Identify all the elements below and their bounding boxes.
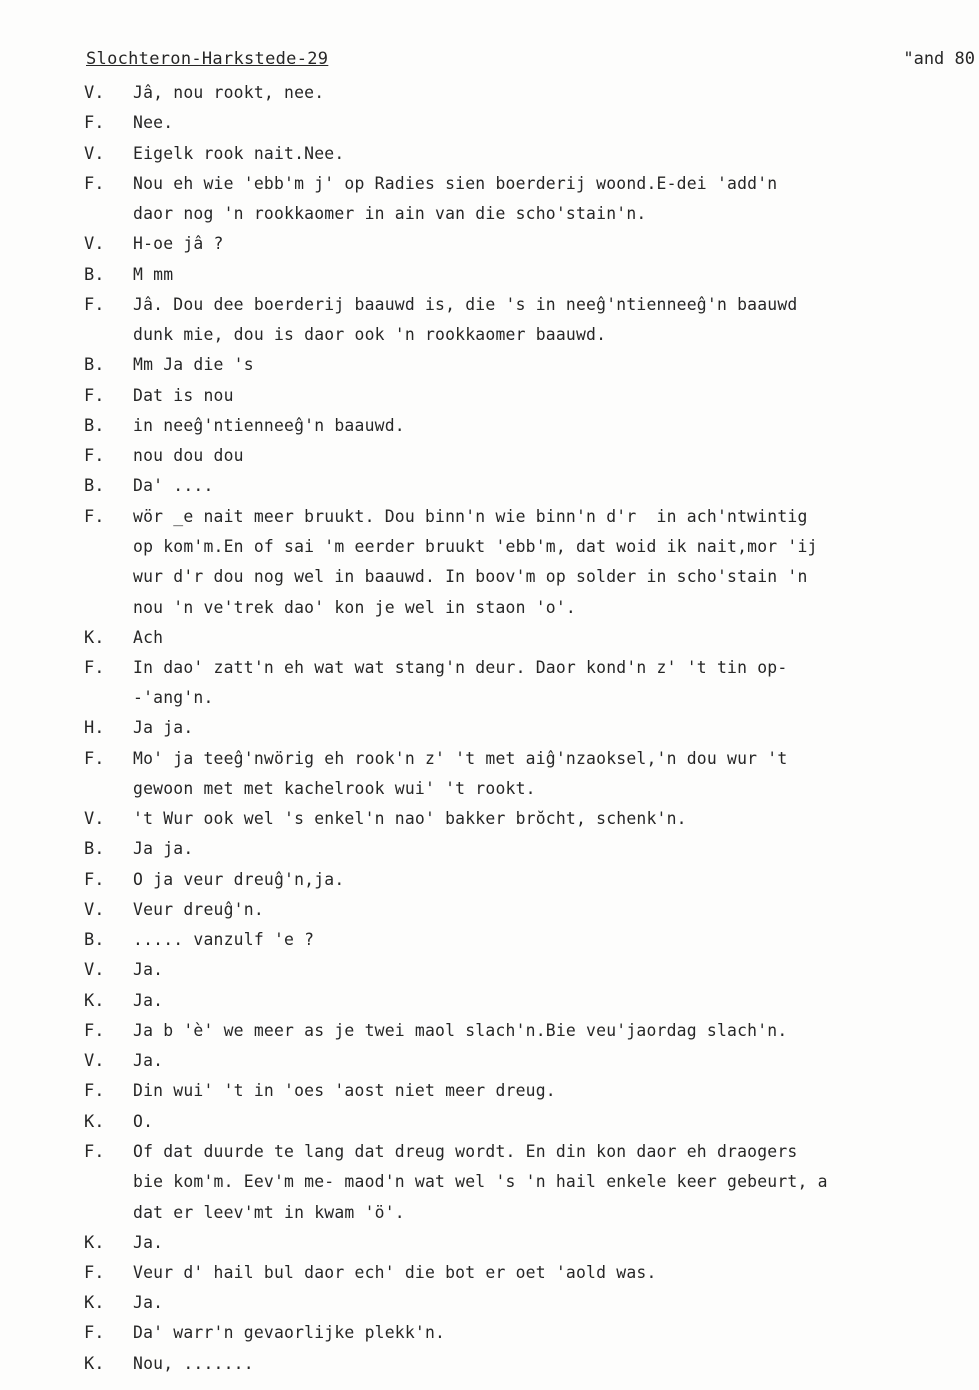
utterance-line: -'ang'n. bbox=[133, 688, 214, 708]
transcript-turn bbox=[0, 653, 979, 714]
utterance-line: Ja. bbox=[133, 1232, 164, 1252]
speaker-label: F. bbox=[84, 1081, 105, 1102]
utterance-text bbox=[133, 260, 979, 290]
utterance-line: Ja b 'è' we meer as je twei maol slach'n.Bie veu'jaordag slach'n. bbox=[133, 1020, 788, 1040]
transcript-turn bbox=[0, 229, 979, 259]
utterance-text bbox=[133, 865, 979, 895]
utterance-text bbox=[133, 744, 979, 805]
utterance-text bbox=[133, 986, 979, 1016]
utterance-text bbox=[133, 1258, 979, 1288]
speaker-label: B. bbox=[84, 476, 105, 497]
utterance-line: Nee. bbox=[133, 113, 174, 133]
utterance-line: Jâ. Dou dee boerderij baauwd is, die 's in neeĝ'ntienneeĝ'n baauwd bbox=[133, 294, 798, 314]
speaker-label: K. bbox=[84, 1293, 105, 1313]
speaker-label: F. bbox=[84, 294, 105, 315]
speaker-label: F. bbox=[84, 1323, 105, 1344]
speaker-label: F. bbox=[84, 657, 105, 678]
page-reference: "and 80 bbox=[903, 49, 975, 69]
speaker-label: F. bbox=[84, 506, 105, 527]
utterance-line: Jâ, nou rookt, nee. bbox=[133, 83, 325, 102]
utterance-text bbox=[133, 108, 979, 138]
utterance-line: Ja ja. bbox=[133, 839, 194, 859]
utterance-line: Ja ja. bbox=[133, 718, 194, 738]
utterance-line: Ja. bbox=[133, 1051, 164, 1070]
utterance-line: gewoon met met kachelrook wui' 't rookt. bbox=[133, 778, 536, 798]
utterance-line: Da' warr'n gevaorlijke plekk'n. bbox=[133, 1323, 446, 1343]
transcript-turn bbox=[0, 169, 979, 230]
utterance-line: Mo' ja teeĝ'nwörig eh rook'n z' 't met aiĝ'nzaoksel,'n dou wur 't bbox=[133, 748, 788, 768]
transcript-turn bbox=[0, 441, 979, 471]
speaker-label: F. bbox=[84, 1262, 105, 1283]
document-title: Slochteron-Harkstede-29 bbox=[86, 49, 329, 69]
utterance-text bbox=[133, 1349, 979, 1379]
utterance-line: Of dat duurde te lang dat dreug wordt. En din kon daor eh draogers bbox=[133, 1141, 798, 1161]
transcript-turn bbox=[0, 471, 979, 501]
utterance-text bbox=[133, 229, 979, 259]
speaker-label: F. bbox=[84, 113, 105, 134]
transcript-turn bbox=[0, 411, 979, 441]
transcript-turn bbox=[0, 623, 979, 653]
transcript-turn bbox=[0, 744, 979, 805]
utterance-text bbox=[133, 139, 979, 169]
speaker-label: F. bbox=[84, 748, 105, 769]
utterance-line: Mm Ja die 's bbox=[133, 355, 254, 375]
transcript-turn bbox=[0, 1288, 979, 1318]
transcript-turn bbox=[0, 381, 979, 411]
transcript-turn bbox=[0, 713, 979, 743]
utterance-line: op kom'm.En of sai 'm eerder bruukt 'ebb'm, dat woid ik nait,mor 'ij bbox=[133, 536, 818, 556]
speaker-label: H. bbox=[84, 718, 105, 739]
utterance-line: nou 'n ve'trek dao' kon je wel in staon 'o'. bbox=[133, 597, 576, 617]
utterance-line: nou dou dou bbox=[133, 446, 244, 465]
utterance-line: wör _e nait meer bruukt. Dou binn'n wie binn'n d'r in ach'ntwintig bbox=[133, 506, 808, 526]
utterance-text bbox=[133, 381, 979, 411]
speaker-label: V. bbox=[84, 83, 105, 103]
speaker-label: V. bbox=[84, 234, 105, 255]
utterance-text bbox=[133, 925, 979, 955]
utterance-line: H-oe jâ ? bbox=[133, 234, 224, 254]
utterance-line: Eigelk rook nait.Nee. bbox=[133, 143, 345, 163]
transcript-turn bbox=[0, 1137, 979, 1228]
utterance-text bbox=[133, 1288, 979, 1318]
transcript-turn bbox=[0, 290, 979, 351]
transcript-turn bbox=[0, 502, 979, 623]
speaker-label: B. bbox=[84, 264, 105, 285]
utterance-line: Dat is nou bbox=[133, 385, 234, 405]
utterance-text bbox=[133, 1228, 979, 1258]
utterance-text bbox=[133, 955, 979, 985]
transcript-turn bbox=[0, 955, 979, 985]
transcript-turn bbox=[0, 1107, 979, 1137]
utterance-line: Da' .... bbox=[133, 476, 214, 496]
speaker-label: V. bbox=[84, 899, 105, 920]
transcript-turn bbox=[0, 804, 979, 834]
speaker-label: B. bbox=[84, 930, 105, 950]
utterance-line: Nou eh wie 'ebb'm j' op Radies sien boerderij woond.E-dei 'add'n bbox=[133, 173, 778, 193]
utterance-text bbox=[133, 78, 979, 108]
utterance-line: O. bbox=[133, 1111, 154, 1131]
transcript-turn bbox=[0, 1258, 979, 1288]
utterance-line: 't Wur ook wel 's enkel'n nao' bakker brŏcht, schenk'n. bbox=[133, 809, 687, 828]
utterance-line: wur d'r dou nog wel in baauwd. In boov'm op solder in scho'stain 'n bbox=[133, 567, 808, 587]
transcript-turn bbox=[0, 1016, 979, 1046]
transcript-turn bbox=[0, 1318, 979, 1348]
utterance-line: In dao' zatt'n eh wat wat stang'n deur. Daor kond'n z' 't tin op- bbox=[133, 657, 788, 677]
utterance-line: Nou, ....... bbox=[133, 1353, 254, 1373]
speaker-label: V. bbox=[84, 143, 105, 164]
speaker-label: F. bbox=[84, 1141, 105, 1162]
transcript-turn bbox=[0, 865, 979, 895]
utterance-line: bie kom'm. Eev'm me- maod'n wat wel 's 'n hail enkele keer gebeurt, a bbox=[133, 1172, 828, 1192]
utterance-line: dat er leev'mt in kwam 'ö'. bbox=[133, 1202, 405, 1222]
speaker-label: K. bbox=[84, 1353, 105, 1374]
utterance-text bbox=[133, 653, 979, 714]
utterance-text bbox=[133, 1318, 979, 1348]
utterance-text bbox=[133, 350, 979, 380]
utterance-line: Veur dreuĝ'n. bbox=[133, 899, 264, 919]
utterance-text bbox=[133, 1016, 979, 1046]
speaker-label: V. bbox=[84, 960, 105, 981]
utterance-text bbox=[133, 290, 979, 351]
utterance-line: Ja. bbox=[133, 990, 164, 1010]
transcript-turn bbox=[0, 108, 979, 138]
utterance-text bbox=[133, 834, 979, 864]
transcript-turn bbox=[0, 925, 979, 955]
utterance-text bbox=[133, 1046, 979, 1076]
utterance-line: Veur d' hail bul daor ech' die bot er oet 'aold was. bbox=[133, 1262, 657, 1282]
transcript-turn bbox=[0, 986, 979, 1016]
speaker-label: V. bbox=[84, 809, 105, 829]
transcript-turn bbox=[0, 1046, 979, 1076]
utterance-text bbox=[133, 713, 979, 743]
utterance-line: Ach bbox=[133, 627, 164, 647]
utterance-text bbox=[133, 169, 979, 230]
transcript-turn bbox=[0, 260, 979, 290]
utterance-line: O ja veur dreuĝ'n,ja. bbox=[133, 869, 345, 889]
utterance-line: ..... vanzulf 'e ? bbox=[133, 930, 315, 949]
utterance-line: daor nog 'n rookkaomer in ain van die scho'stain'n. bbox=[133, 204, 647, 224]
transcript-turn bbox=[0, 78, 979, 108]
utterance-text bbox=[133, 411, 979, 441]
utterance-text bbox=[133, 1076, 979, 1106]
utterance-line: dunk mie, dou is daor ook 'n rookkaomer baauwd. bbox=[133, 325, 607, 345]
transcript-turn bbox=[0, 1228, 979, 1258]
utterance-text bbox=[133, 502, 979, 624]
speaker-label: F. bbox=[84, 869, 105, 890]
speaker-label: B. bbox=[84, 839, 105, 860]
speaker-label: V. bbox=[84, 1051, 105, 1071]
utterance-text bbox=[133, 623, 979, 653]
speaker-label: K. bbox=[84, 627, 105, 648]
speaker-label: K. bbox=[84, 1232, 105, 1253]
speaker-label: F. bbox=[84, 385, 105, 406]
utterance-line: in neeĝ'ntienneeĝ'n baauwd. bbox=[133, 415, 405, 435]
utterance-line: M mm bbox=[133, 264, 174, 284]
transcript-turn bbox=[0, 139, 979, 169]
transcript-turn bbox=[0, 350, 979, 380]
speaker-label: F. bbox=[84, 446, 105, 466]
utterance-line: Din wui' 't in 'oes 'aost niet meer dreug. bbox=[133, 1081, 556, 1101]
speaker-label: B. bbox=[84, 415, 105, 436]
transcript-turn bbox=[0, 895, 979, 925]
utterance-text bbox=[133, 1107, 979, 1137]
speaker-label: K. bbox=[84, 990, 105, 1011]
utterance-text bbox=[133, 441, 979, 471]
utterance-line: Ja. bbox=[133, 960, 164, 980]
utterance-line: Ja. bbox=[133, 1293, 164, 1312]
speaker-label: K. bbox=[84, 1111, 105, 1132]
speaker-label: B. bbox=[84, 355, 105, 376]
transcript-turn bbox=[0, 1349, 979, 1379]
transcript-turn bbox=[0, 834, 979, 864]
utterance-text bbox=[133, 895, 979, 925]
utterance-text bbox=[133, 804, 979, 834]
utterance-text bbox=[133, 471, 979, 501]
speaker-label: F. bbox=[84, 173, 105, 194]
transcript-turn bbox=[0, 1076, 979, 1106]
speaker-label: F. bbox=[84, 1020, 105, 1041]
utterance-text bbox=[133, 1137, 979, 1228]
